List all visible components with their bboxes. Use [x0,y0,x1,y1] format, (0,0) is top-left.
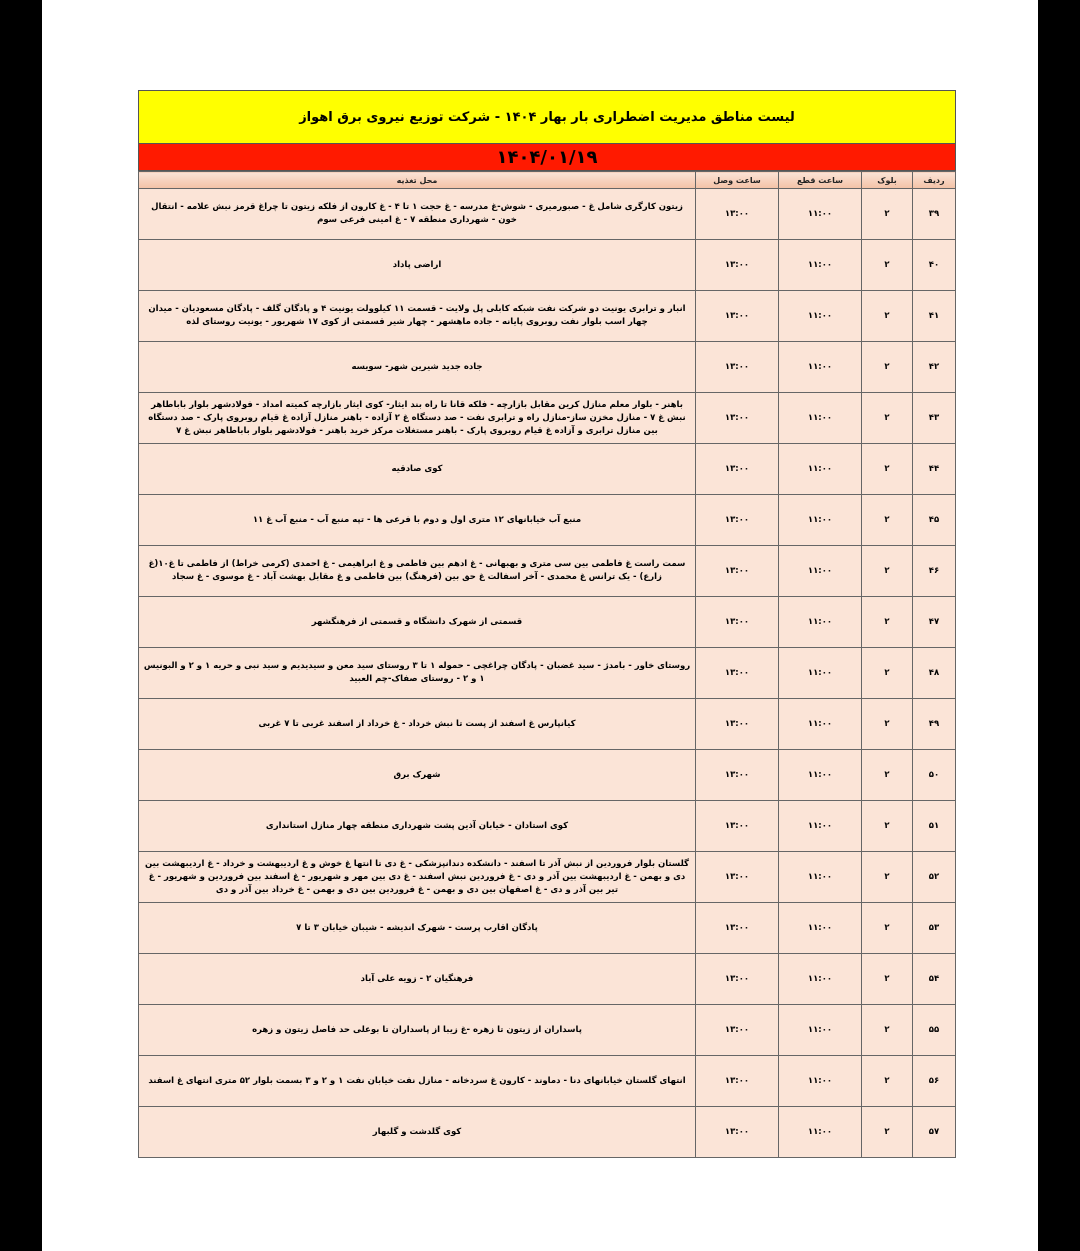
row-block: ۲ [862,750,913,801]
row-block: ۲ [862,954,913,1005]
table-row [139,699,956,750]
row-connect-time: ۱۳:۰۰ [696,597,779,648]
row-block: ۲ [862,546,913,597]
row-location: شهرک برق [139,750,696,801]
row-cut-time: ۱۱:۰۰ [779,444,862,495]
row-location: منبع آب خیابانهای ۱۲ متری اول و دوم با فرعی ها - تپه منبع آب - منبع آب غ ۱۱ [139,495,696,546]
row-cut-time: ۱۱:۰۰ [779,648,862,699]
row-cut-time: ۱۱:۰۰ [779,1005,862,1056]
row-location: اراضی پاداد [139,240,696,291]
row-location: کوی استادان - خیابان آذین پشت شهرداری منطقه چهار منازل استانداری [139,801,696,852]
row-number: ۵۵ [913,1005,956,1056]
row-number: ۵۲ [913,852,956,903]
row-connect-time: ۱۳:۰۰ [696,189,779,240]
row-number: ۵۰ [913,750,956,801]
row-location: انبار و ترابری یونیت دو شرکت نفت شبکه کابلی پل ولایت - قسمت ۱۱ کیلوولت یونیت ۴ و پادگان گلف - پادگان مسعودیان - میدان چهار اسب بلوار نفت روبروی پایانه - جاده ماهشهر - چهار شیر قسمتی از کوی ۱۷ شهریور - یونیت روستای لذه [139,291,696,342]
row-cut-time: ۱۱:۰۰ [779,189,862,240]
table-row [139,1005,956,1056]
row-number: ۴۴ [913,444,956,495]
row-cut-time: ۱۱:۰۰ [779,1107,862,1158]
row-location: قسمتی از شهرک دانشگاه و قسمتی از فرهنگشهر [139,597,696,648]
row-cut-time: ۱۱:۰۰ [779,597,862,648]
row-number: ۵۴ [913,954,956,1005]
row-cut-time: ۱۱:۰۰ [779,852,862,903]
row-block: ۲ [862,291,913,342]
row-connect-time: ۱۳:۰۰ [696,393,779,444]
row-connect-time: ۱۳:۰۰ [696,699,779,750]
row-block: ۲ [862,648,913,699]
row-block: ۲ [862,189,913,240]
table-row [139,342,956,393]
row-number: ۴۲ [913,342,956,393]
row-location: گلستان بلوار فروردین از نبش آذر تا اسفند - دانشکده دندانپزشکی - غ دی تا انتها غ خوش و غ اردیبهشت و خرداد - غ اردیبهشت بین دی و بهمن - غ اردیبهشت بین آذر و دی - غ فروردین نبش اسفند - غ دی بین مهر و شهریور - غ اسفند بین فروردین و شهریور - غ تیر بین آذر و دی - غ اصفهان بین دی و بهمن - غ فروردین بین دی و بهمن - غ خرداد بین آذر و دی [139,852,696,903]
header-connect-time: ساعت وصل [696,172,779,189]
row-number: ۴۹ [913,699,956,750]
row-connect-time: ۱۳:۰۰ [696,444,779,495]
table-row [139,597,956,648]
row-location: فرهنگیان ۲ - زویه علی آباد [139,954,696,1005]
row-cut-time: ۱۱:۰۰ [779,495,862,546]
row-block: ۲ [862,852,913,903]
row-number: ۵۷ [913,1107,956,1158]
row-connect-time: ۱۳:۰۰ [696,954,779,1005]
row-location: کیانپارس غ اسفند از پست تا نبش خرداد - غ خرداد از اسفند غربی تا ۷ غربی [139,699,696,750]
row-connect-time: ۱۳:۰۰ [696,546,779,597]
table-row [139,240,956,291]
row-number: ۵۳ [913,903,956,954]
row-block: ۲ [862,1107,913,1158]
row-number: ۴۳ [913,393,956,444]
row-location: پاسداران از زیتون تا زهره -غ زیبا از پاسداران تا بوعلی حد فاصل زیتون و زهره [139,1005,696,1056]
row-number: ۴۶ [913,546,956,597]
row-block: ۲ [862,342,913,393]
row-location: انتهای گلستان خیابانهای دنا - دماوند - کارون غ سردخانه - منازل نفت خیابان نفت ۱ و ۲ و ۳ بسمت بلوار ۵۲ متری انتهای غ اسفند [139,1056,696,1107]
row-cut-time: ۱۱:۰۰ [779,801,862,852]
row-location: روستای خاور - بامدژ - سید غضبان - پادگان چراغچی - حموله ۱ تا ۳ روستای سید معن و سیدیدیم و سید نبی و حریه ۱ و ۲ و البونیس ۱ و ۲ - روستای صفاک-چم العبید [139,648,696,699]
row-connect-time: ۱۳:۰۰ [696,342,779,393]
table-header-row [139,172,956,189]
row-block: ۲ [862,1005,913,1056]
row-connect-time: ۱۳:۰۰ [696,801,779,852]
row-location: کوی گلدشت و گلبهار [139,1107,696,1158]
row-block: ۲ [862,444,913,495]
header-cut-time: ساعت قطع [779,172,862,189]
row-connect-time: ۱۳:۰۰ [696,240,779,291]
row-block: ۲ [862,495,913,546]
row-cut-time: ۱۱:۰۰ [779,903,862,954]
table-row [139,750,956,801]
table-row [139,444,956,495]
table-row [139,648,956,699]
row-block: ۲ [862,240,913,291]
row-number: ۵۶ [913,1056,956,1107]
row-block: ۲ [862,699,913,750]
row-connect-time: ۱۳:۰۰ [696,648,779,699]
row-cut-time: ۱۱:۰۰ [779,240,862,291]
table-row [139,801,956,852]
sheet-date: ۱۴۰۴/۰۱/۱۹ [138,144,956,171]
table-row [139,393,956,444]
header-radif: ردیف [913,172,956,189]
row-connect-time: ۱۳:۰۰ [696,1056,779,1107]
row-number: ۴۵ [913,495,956,546]
table-row [139,1107,956,1158]
table-row [139,852,956,903]
row-cut-time: ۱۱:۰۰ [779,1056,862,1107]
row-number: ۴۸ [913,648,956,699]
row-location: کوی صادقیه [139,444,696,495]
row-block: ۲ [862,801,913,852]
row-location: باهنر - بلوار معلم منازل کرین مقابل بازارچه - فلکه قانا تا راه بند ایثار- کوی ایثار بازارچه کمیته امداد - فولادشهر بلوار باباطاهر نبش غ ۷ - منازل مخزن ساز-منازل راه و ترابری نفت - صد دستگاه غ ۲ آزاده - باهنر منازل آزاده غ قیام روبروی پارک - صد دستگاه بین منازل ترابری و آزاده غ قیام روبروی پارک - باهنر مستغلات مرکز خرید باهنر - فولادشهر بلوار باباطاهر نبش غ ۷ [139,393,696,444]
row-cut-time: ۱۱:۰۰ [779,546,862,597]
sheet-title: لیست مناطق مدیریت اضطراری بار بهار ۱۴۰۴ - شرکت توزیع نیروی برق اهواز [138,90,956,144]
row-block: ۲ [862,903,913,954]
row-connect-time: ۱۳:۰۰ [696,750,779,801]
row-number: ۳۹ [913,189,956,240]
row-number: ۴۷ [913,597,956,648]
row-cut-time: ۱۱:۰۰ [779,699,862,750]
row-number: ۴۰ [913,240,956,291]
table-row [139,1056,956,1107]
table-row [139,189,956,240]
row-number: ۴۱ [913,291,956,342]
row-cut-time: ۱۱:۰۰ [779,954,862,1005]
table-row [139,546,956,597]
row-connect-time: ۱۳:۰۰ [696,1005,779,1056]
row-block: ۲ [862,1056,913,1107]
row-location: جاده جدید شیرین شهر- سویسه [139,342,696,393]
outage-schedule-sheet [138,90,956,1158]
row-cut-time: ۱۱:۰۰ [779,393,862,444]
table-row [139,903,956,954]
row-connect-time: ۱۳:۰۰ [696,495,779,546]
row-connect-time: ۱۳:۰۰ [696,903,779,954]
row-location: زیتون کارگری شامل غ - صبورمیری - شوش-غ مدرسه - غ حجت ۱ تا ۴ - غ کارون از فلکه زیتون تا چراغ قرمز نبش علامه - انتقال خون - شهرداری منطقه ۷ - غ امینی فرعی سوم [139,189,696,240]
row-location: سمت راست غ فاطمی بین سی متری و بهبهانی - غ ادهم بین فاطمی و غ ابراهیمی - غ احمدی (کرمی خراط) از فاطمی تا غ۱۰(غ زارع) - یک ترانس غ محمدی - آخر اسفالت غ حق بین (فرهنگ) بین فاطمی و غ مقابل بهشت آباد - غ موسوی - غ سجاد [139,546,696,597]
row-number: ۵۱ [913,801,956,852]
row-cut-time: ۱۱:۰۰ [779,291,862,342]
table-row [139,954,956,1005]
header-location: محل تغذیه [139,172,696,189]
header-block: بلوک [862,172,913,189]
row-block: ۲ [862,597,913,648]
table-row [139,495,956,546]
row-cut-time: ۱۱:۰۰ [779,342,862,393]
table-row [139,291,956,342]
row-connect-time: ۱۳:۰۰ [696,852,779,903]
row-block: ۲ [862,393,913,444]
row-connect-time: ۱۳:۰۰ [696,291,779,342]
row-location: پادگان اقارب پرست - شهرک اندیشه - شیبان خیابان ۳ تا ۷ [139,903,696,954]
row-connect-time: ۱۳:۰۰ [696,1107,779,1158]
row-cut-time: ۱۱:۰۰ [779,750,862,801]
schedule-table [138,171,956,1158]
